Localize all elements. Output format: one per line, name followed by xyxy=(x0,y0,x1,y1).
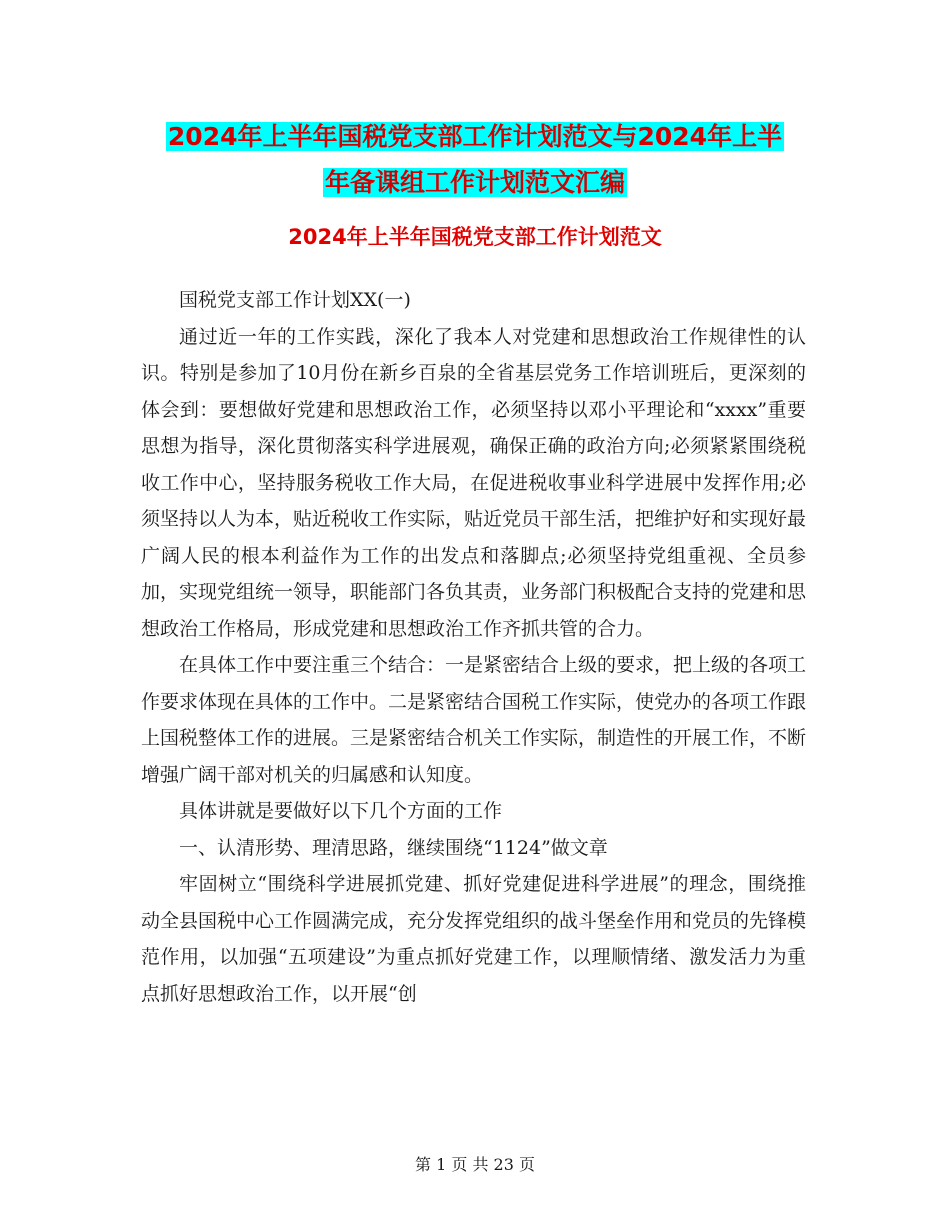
paragraph: 在具体工作中要注重三个结合：一是紧密结合上级的要求，把上级的各项工作要求体现在具体的工作中。二是紧密结合国税工作实际，使党办的各项工作跟上国税整体工作的进展。三是紧密结合机关工作实际，制造性的开展工作，不断增强广阔干部对机关的归属感和认知度。 xyxy=(141,654,807,786)
document-title xyxy=(0,114,950,206)
section-title: 2024年上半年国税党支部工作计划范文 xyxy=(288,225,662,249)
paragraph: 牢固树立“围绕科学进展抓党建、抓好党建促进科学进展”的理念，围绕推动全县国税中心工作圆满完成，充分发挥党组织的战斗堡垒作用和党员的先锋模范作用，以加强“五项建设”为重点抓好党建工作，以理顺情绪、激发活力为重点抓好思想政治工作，以开展“创 xyxy=(141,873,807,1005)
document-body xyxy=(141,282,806,1012)
paragraph: 通过近一年的工作实践，深化了我本人对党建和思想政治工作规律性的认识。特别是参加了10月份在新乡百泉的全省基层党务工作培训班后，更深刻的体会到：要想做好党建和思想政治工作，必须坚持以邓小平理论和“xxxx”重要思想为指导，深化贯彻落实科学进展观，确保正确的政治方向;必须紧紧围绕税收工作中心，坚持服务税收工作大局，在促进税收事业科学进展中发挥作用;必须坚持以人为本，贴近税收工作实际，贴近党员干部生活，把维护好和实现好最广阔人民的根本利益作为工作的出发点和落脚点;必须坚持党组重视、全员参加，实现党组统一领导，职能部门各负其责，业务部门积极配合支持的党建和思想政治工作格局，形成党建和思想政治工作齐抓共管的合力。 xyxy=(141,325,807,640)
paragraph: 一、认清形势、理清思路，继续围绕“1124”做文章 xyxy=(179,836,608,859)
title-line-1: 2024年上半年国税党支部工作计划范文与2024年上半 xyxy=(167,122,783,151)
title-line-2: 年备课组工作计划范文汇编 xyxy=(324,168,625,197)
page-footer: 第 1 页 共 23 页 xyxy=(415,1155,535,1174)
paragraph: 具体讲就是要做好以下几个方面的工作 xyxy=(179,800,503,822)
paragraph: 国税党支部工作计划XX(一) xyxy=(179,289,411,311)
